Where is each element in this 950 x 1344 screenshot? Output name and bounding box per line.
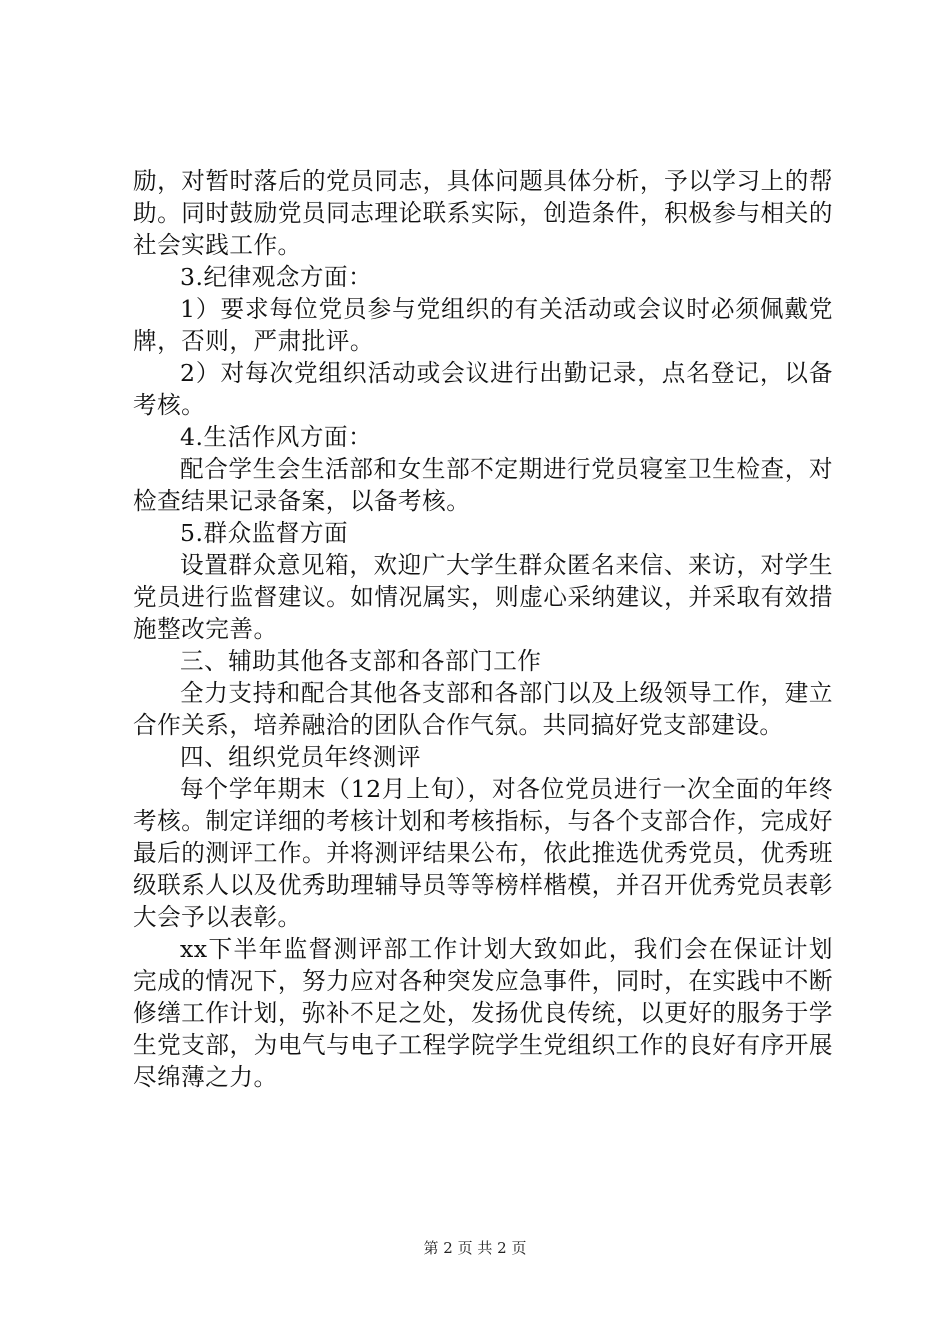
- paragraph-section-four: 每个学年期末（12月上旬），对各位党员进行一次全面的年终考核。制定详细的考核计划和考核指标，与各个支部合作，完成好最后的测评工作。并将测评结果公布，依此推选优秀党员，优秀班级联系人以及优秀助理辅导员等等榜样楷模，并召开优秀党员表彰大会予以表彰。: [133, 775, 833, 931]
- page-number-footer: 第 2 页 共 2 页: [423, 1239, 527, 1257]
- heading-section-four: 四、组织党员年终测评: [180, 743, 421, 771]
- heading-section-three: 三、辅助其他各支部和各部门工作: [180, 647, 542, 675]
- paragraph-discipline-item-2: 2）对每次党组织活动或会议进行出勤记录，点名登记，以备考核。: [133, 359, 833, 419]
- heading-lifestyle: 4.生活作风方面：: [180, 423, 373, 451]
- paragraph-section-three: 全力支持和配合其他各支部和各部门以及上级领导工作，建立合作关系，培养融洽的团队合作气氛。共同搞好党支部建设。: [133, 679, 833, 739]
- paragraph-lifestyle: 配合学生会生活部和女生部不定期进行党员寝室卫生检查，对检查结果记录备案，以备考核。: [133, 455, 833, 515]
- heading-discipline: 3.纪律观念方面：: [180, 263, 373, 291]
- paragraph-public-supervision: 设置群众意见箱，欢迎广大学生群众匿名来信、来访，对学生党员进行监督建议。如情况属实，则虚心采纳建议，并采取有效措施整改完善。: [133, 551, 833, 643]
- paragraph-conclusion: xx下半年监督测评部工作计划大致如此，我们会在保证计划完成的情况下，努力应对各种突发应急事件，同时，在实践中不断修缮工作计划，弥补不足之处，发扬优良传统，以更好的服务于学生党支部，为电气与电子工程学院学生党组织工作的良好有序开展尽绵薄之力。: [133, 935, 833, 1091]
- paragraph-continuation: 励，对暂时落后的党员同志，具体问题具体分析，予以学习上的帮助。同时鼓励党员同志理论联系实际，创造条件，积极参与相关的社会实践工作。: [133, 167, 833, 259]
- document-body: [133, 165, 833, 1093]
- heading-public-supervision: 5.群众监督方面: [180, 519, 349, 547]
- paragraph-discipline-item-1: 1）要求每位党员参与党组织的有关活动或会议时必须佩戴党牌，否则，严肃批评。: [133, 295, 833, 355]
